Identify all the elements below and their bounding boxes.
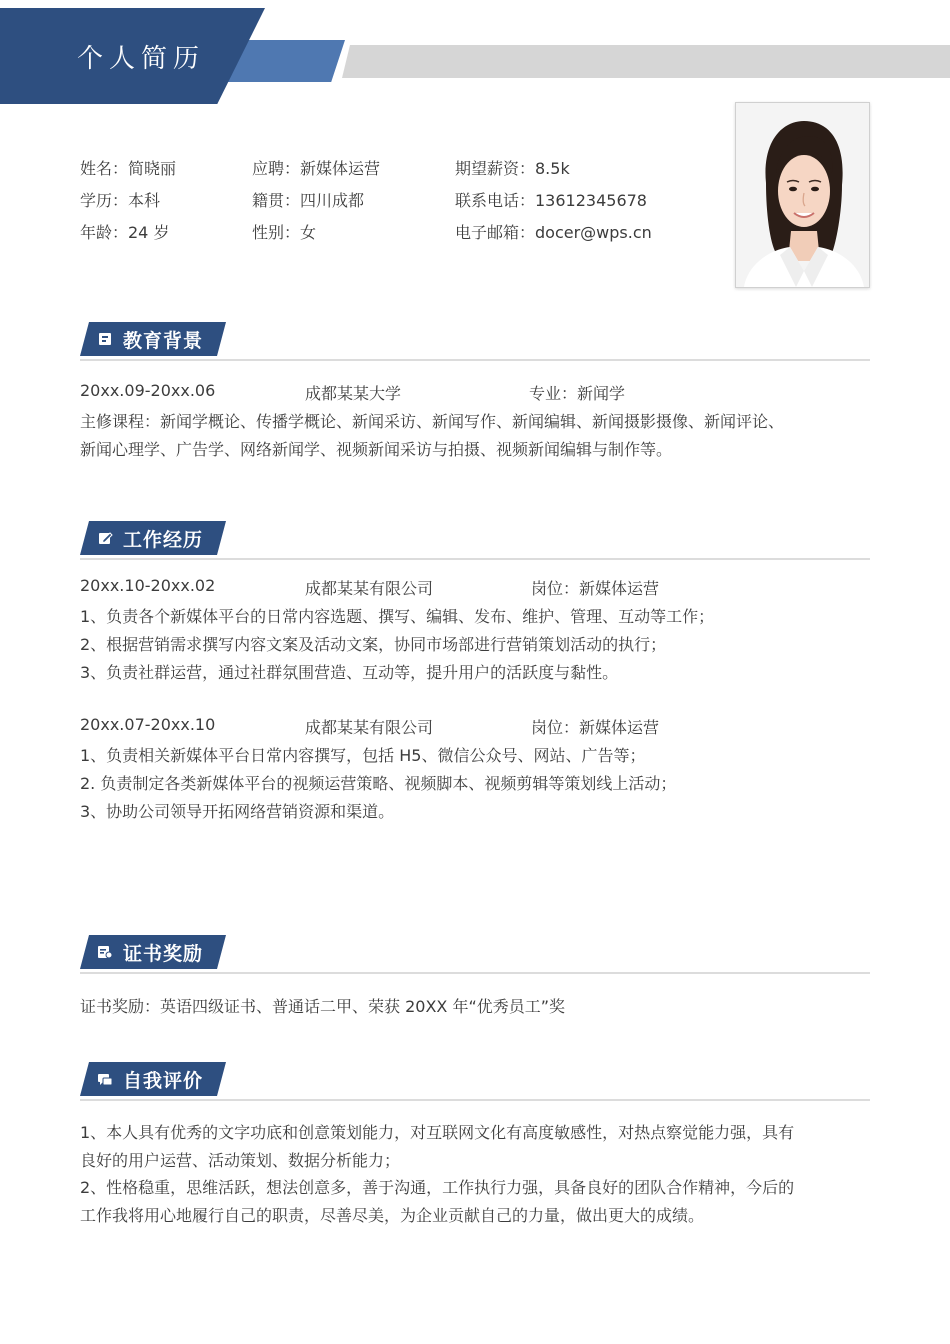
book-icon xyxy=(97,331,113,347)
info-hometown: 籍贯：四川成都 xyxy=(252,191,365,210)
info-position: 应聘：新媒体运营 xyxy=(252,159,381,178)
certificate-icon xyxy=(97,944,113,960)
section-divider xyxy=(80,558,870,560)
job-period: 20xx.07-20xx.10 xyxy=(80,715,216,734)
job-company: 成都某某有限公司 xyxy=(305,718,434,737)
education-period: 20xx.09-20xx.06 xyxy=(80,381,216,400)
section-header-education xyxy=(80,322,870,362)
job-company: 成都某某有限公司 xyxy=(305,579,434,598)
self-line: 2、性格稳重，思维活跃，想法创意多，善于沟通，工作执行力强，具备良好的团队合作精神，今后的 xyxy=(80,1178,795,1197)
info-name: 姓名：简晓丽 xyxy=(80,159,177,178)
portrait-illustration xyxy=(736,103,869,287)
self-line: 良好的用户运营、活动策划、数据分析能力； xyxy=(80,1151,401,1170)
info-salary: 期望薪资：8.5k xyxy=(455,159,570,178)
section-title: 教育背景 xyxy=(123,330,204,352)
job-period: 20xx.10-20xx.02 xyxy=(80,576,216,595)
job-duty: 1、负责各个新媒体平台的日常内容选题、撰写、编辑、发布、维护、管理、互动等工作； xyxy=(80,607,715,626)
education-courses: 新闻心理学、广告学、网络新闻学、视频新闻采访与拍摄、视频新闻编辑与制作等。 xyxy=(80,440,673,459)
section-divider xyxy=(80,359,870,361)
info-gender: 性别：女 xyxy=(252,223,317,242)
section-divider xyxy=(80,972,870,974)
info-age: 年龄：24 岁 xyxy=(80,223,170,242)
section-title: 自我评价 xyxy=(123,1070,204,1092)
job-role: 岗位：新媒体运营 xyxy=(531,579,660,598)
job-duty: 3、负责社群运营，通过社群氛围营造、互动等，提升用户的活跃度与黏性。 xyxy=(80,663,619,682)
job-duty: 1、负责相关新媒体平台日常内容撰写，包括 H5、微信公众号、网站、广告等； xyxy=(80,746,646,765)
education-major: 专业：新闻学 xyxy=(529,384,626,403)
info-education: 学历：本科 xyxy=(80,191,161,210)
chat-icon xyxy=(97,1071,113,1087)
job-duty: 2、根据营销需求撰写内容文案及活动文案，协同市场部进行营销策划活动的执行； xyxy=(80,635,667,654)
section-header-work xyxy=(80,521,870,561)
job-duty: 3、协助公司领导开拓网络营销资源和渠道。 xyxy=(80,802,395,821)
section-divider xyxy=(80,1099,870,1101)
education-school: 成都某某大学 xyxy=(305,384,402,403)
section-header-self xyxy=(80,1062,870,1102)
section-title: 证书奖励 xyxy=(123,943,204,965)
job-duty: 2. 负责制定各类新媒体平台的视频运营策略、视频脚本、视频剪辑等策划线上活动； xyxy=(80,774,677,793)
profile-photo xyxy=(735,102,870,288)
self-line: 1、本人具有优秀的文字功底和创意策划能力，对互联网文化有高度敏感性，对热点察觉能力强，具有 xyxy=(80,1123,795,1142)
job-role: 岗位：新媒体运营 xyxy=(531,718,660,737)
header-gray-band xyxy=(342,45,950,78)
awards-text: 证书奖励：英语四级证书、普通话二甲、荣获 20XX 年“优秀员工”奖 xyxy=(80,997,566,1016)
education-courses: 主修课程：新闻学概论、传播学概论、新闻采访、新闻写作、新闻编辑、新闻摄影摄像、新闻评论、 xyxy=(80,412,785,431)
info-email: 电子邮箱：docer@wps.cn xyxy=(455,223,652,242)
section-header-awards xyxy=(80,935,870,975)
section-title: 工作经历 xyxy=(123,529,204,551)
info-phone: 联系电话：13612345678 xyxy=(455,191,647,210)
resume-title: 个人简历 xyxy=(77,44,206,74)
edit-icon xyxy=(97,530,113,546)
self-line: 工作我将用心地履行自己的职责，尽善尽美，为企业贡献自己的力量，做出更大的成绩。 xyxy=(80,1206,705,1225)
